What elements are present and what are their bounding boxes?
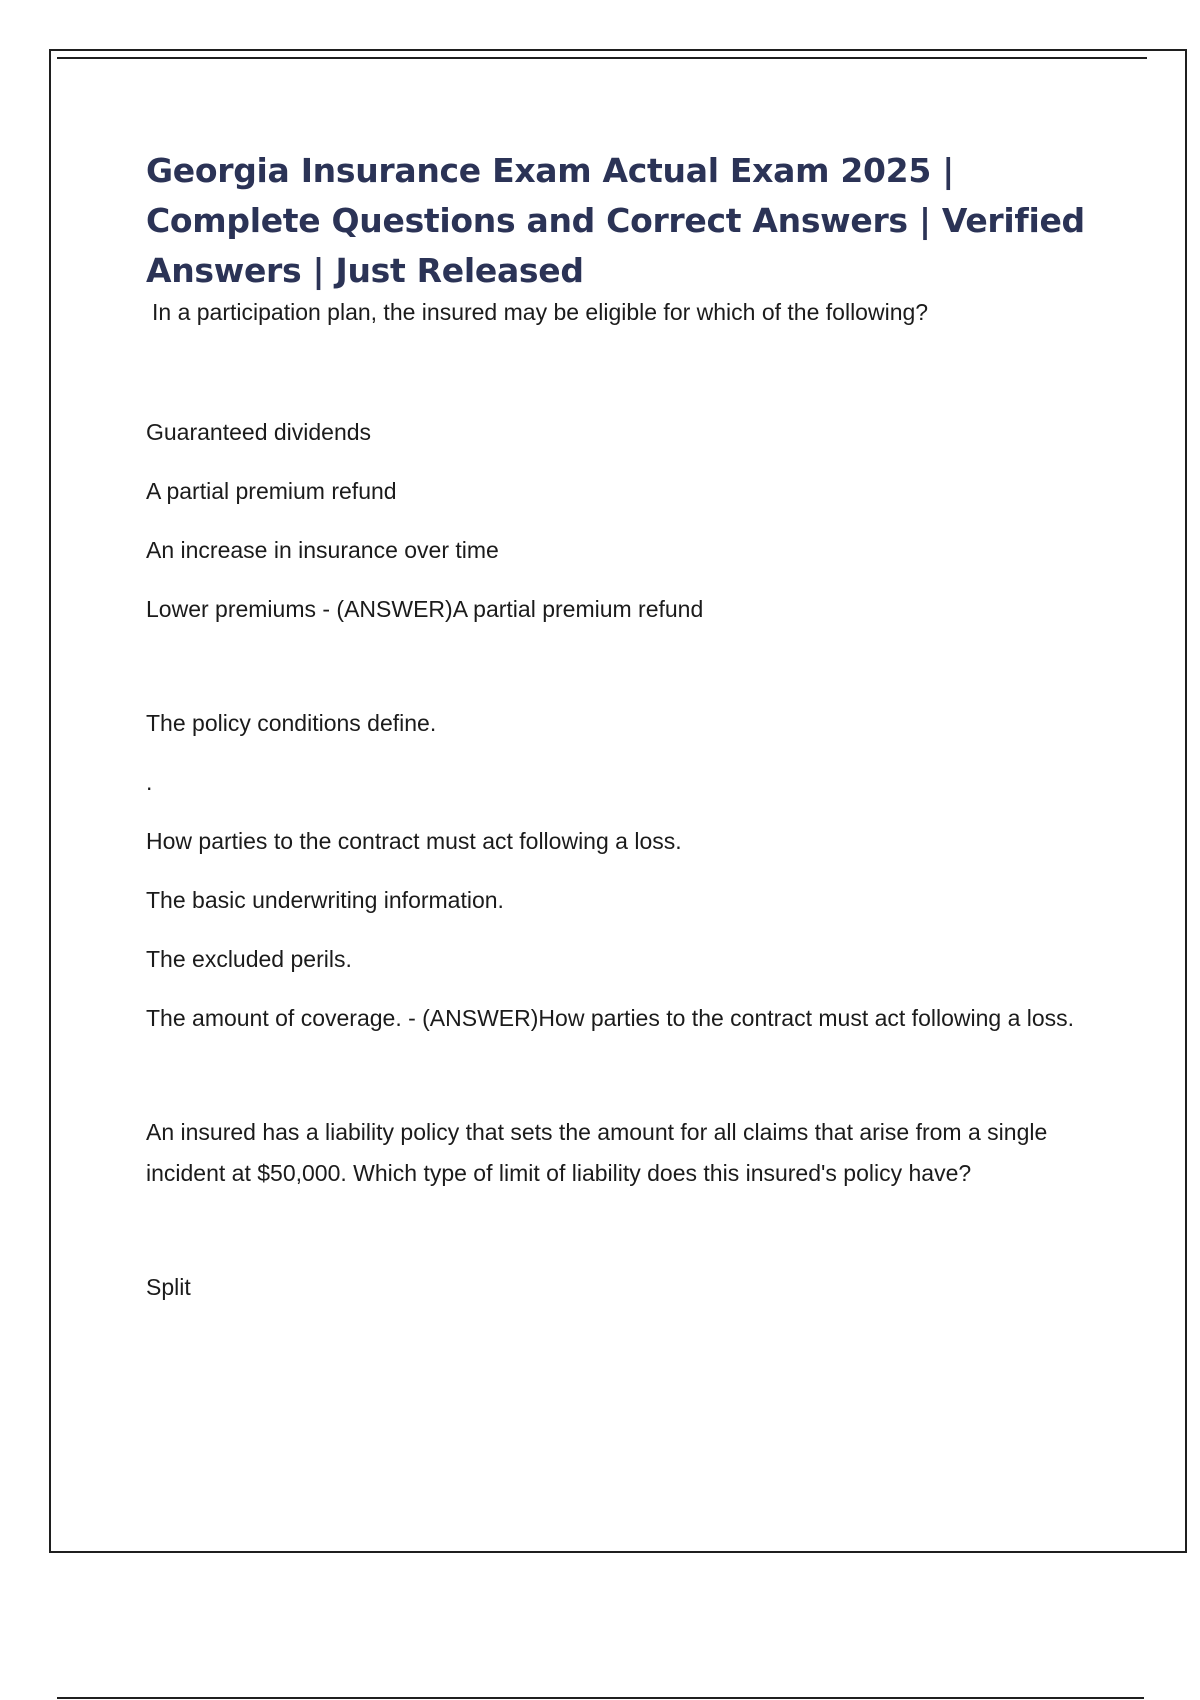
question-prompt: The policy conditions define. (146, 710, 437, 736)
answer-option: How parties to the contract must act following a loss. (146, 828, 682, 854)
document-body (146, 146, 1096, 1308)
question-prompt: An insured has a liability policy that sets the amount for all claims that arise from a single incident at $50,000. Which type of limit of liability does this insured's policy have? (146, 1119, 1048, 1186)
answer-option: An increase in insurance over time (146, 537, 499, 563)
question-3 (146, 1112, 1096, 1308)
separator-dot: . (146, 769, 153, 795)
answer-option: A partial premium refund (146, 478, 397, 504)
answer-option: The basic underwriting information. (146, 887, 504, 913)
bottom-rule (57, 1697, 1144, 1699)
question-2 (146, 703, 1096, 1039)
question-prompt: In a participation plan, the insured may be eligible for which of the following? (152, 299, 929, 325)
document-title: Georgia Insurance Exam Actual Exam 2025 | Complete Questions and Correct Answers | Verified Answers | Just Released (146, 151, 1085, 290)
answer-option: Guaranteed dividends (146, 419, 372, 445)
top-rule (57, 57, 1147, 59)
answer-option: The excluded perils. (146, 946, 352, 972)
question-1 (146, 292, 1096, 630)
answer-option: Split (146, 1274, 191, 1300)
answer-option-with-answer: Lower premiums - (ANSWER)A partial premium refund (146, 596, 704, 622)
answer-option-with-answer: The amount of coverage. - (ANSWER)How parties to the contract must act following a loss. (146, 1005, 1075, 1031)
